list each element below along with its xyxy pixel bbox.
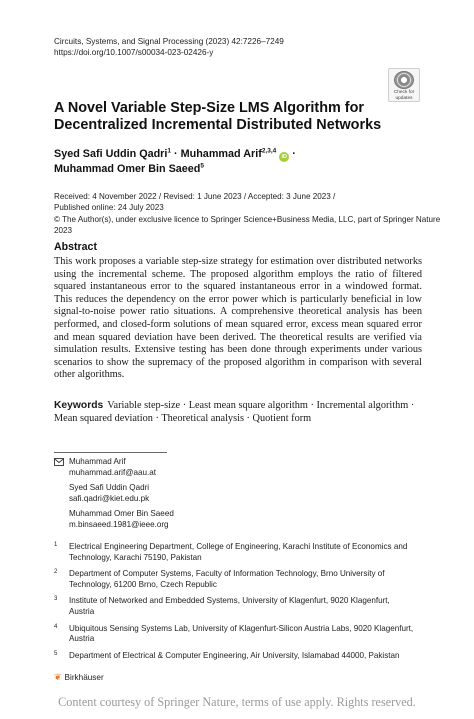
author-affil-sup: 1: [167, 147, 172, 155]
author-name[interactable]: Muhammad Arif: [180, 148, 262, 160]
affiliation-text: Ubiquitous Sensing Systems Lab, University of Klagenfurt-Silicon Austria Labs, 9020 Klagenfurt, Austria: [69, 623, 414, 644]
badge-label-1: Check for: [393, 90, 415, 95]
contact-name: Muhammad Arif: [69, 457, 126, 466]
author-name[interactable]: Syed Safi Uddin Qadri: [54, 148, 168, 160]
contact-entry: [69, 509, 174, 530]
affiliation-item: [54, 624, 414, 645]
affiliation-item: [54, 596, 414, 617]
published-online: Published online: 24 July 2023: [54, 203, 164, 213]
journal-header: [54, 36, 284, 58]
keywords-block: [54, 400, 422, 425]
author-affil-sup: 2,3,4: [261, 147, 277, 155]
affiliation-text: Institute of Networked and Embedded Systems, University of Klagenfurt, 9020 Klagenfurt, Austria: [69, 596, 390, 616]
contact-name: Muhammad Omer Bin Saeed: [69, 509, 174, 518]
contact-email[interactable]: muhammad.arif@aau.at: [69, 467, 156, 477]
paper-title: A Novel Variable Step-Size LMS Algorithm for Decentralized Incremental Distributed Networks: [54, 100, 382, 133]
orcid-icon[interactable]: iD: [279, 152, 289, 162]
corresponding-contacts: [69, 457, 174, 535]
badge-label-2: updates: [395, 96, 413, 101]
affiliation-item: [54, 542, 414, 563]
journal-citation: Circuits, Systems, and Signal Processing (2023) 42:7226–7249: [54, 37, 284, 46]
keywords-heading: Keywords: [54, 400, 104, 411]
check-for-updates-badge[interactable]: [388, 68, 420, 102]
affiliation-item: [54, 569, 414, 590]
affiliation-number: 1: [54, 542, 58, 548]
contact-name: Syed Safi Uddin Qadri: [69, 483, 150, 492]
publisher-logo: [54, 672, 104, 683]
abstract-text: This work proposes a variable step-size strategy for estimation over distributed networks using the incremental scheme. The proposed algorithm employs the ratio of filtered squared instantaneous error to the squared instantaneous error in a windowed format. This reduces the dependency on the error power which is particularly beneficial in low signal-to-noise power ratio situations. A comprehensive theoretical analysis has been performed, and closed-form solutions of mean squared error, excess mean squared error and mean squared deviation have been derived. The theoretical results are verified via simulation results. Extensive testing has been done through experiments under various scenarios to show the supremacy of the proposed algorithm in comparison with several other algorithms.: [54, 256, 422, 381]
update-icon: [394, 71, 414, 89]
keywords-text: Variable step-size · Least mean square algorithm · Incremental algorithm · Mean squared deviation · Theoretical analysis · Quotient form: [54, 400, 415, 424]
publication-dates: [54, 191, 454, 236]
contact-email[interactable]: safi.qadri@kiet.edu.pk: [69, 493, 150, 503]
affiliation-number: 5: [54, 650, 58, 657]
affiliation-number: 4: [54, 623, 58, 630]
affiliation-item: [54, 651, 414, 662]
footnote-divider: [54, 452, 167, 453]
affiliation-number: 3: [54, 596, 58, 603]
doi-link[interactable]: https://doi.org/10.1007/s00034-023-02426-y: [54, 48, 214, 57]
contact-entry: [69, 483, 174, 504]
publisher-name: Birkhäuser: [64, 673, 104, 682]
affiliation-text: Department of Electrical & Computer Engineering, Air University, Islamabad 44000, Pakistan: [69, 650, 400, 660]
author-name[interactable]: Muhammad Omer Bin Saeed: [54, 163, 201, 175]
author-affil-sup: 5: [200, 162, 205, 170]
author-list: Syed Safi Uddin Qadri$^1$ · Muhammad Arif$^{2,3,4}$ iD · Muhammad Omer Bin Saeed$^5$: [54, 147, 296, 175]
affiliation-text: Electrical Engineering Department, College of Engineering, Karachi Institute of Economics and Technology, Karachi 75190, Pakistan: [69, 542, 408, 562]
birkhauser-icon: ❦: [54, 672, 62, 682]
courtesy-footer: Content courtesy of Springer Nature, terms of use apply. Rights reserved.: [58, 695, 416, 709]
affiliations-list: [54, 542, 414, 667]
envelope-icon: [54, 458, 64, 466]
affiliation-number: 2: [54, 569, 58, 576]
copyright-line: © The Author(s), under exclusive licence to Springer Science+Business Media, LLC, part of Springer Nature 2023: [54, 214, 441, 235]
date-history: Received: 4 November 2022 / Revised: 1 June 2023 / Accepted: 3 June 2023 /: [54, 192, 336, 201]
contact-entry: [69, 457, 174, 478]
affiliation-text: Department of Computer Systems, Faculty of Information Technology, Brno University of Technology, 61200 Brno, Czech Republic: [69, 569, 385, 589]
contact-email[interactable]: m.binsaeed.1981@ieee.org: [69, 519, 169, 529]
abstract-heading: Abstract: [54, 241, 97, 253]
